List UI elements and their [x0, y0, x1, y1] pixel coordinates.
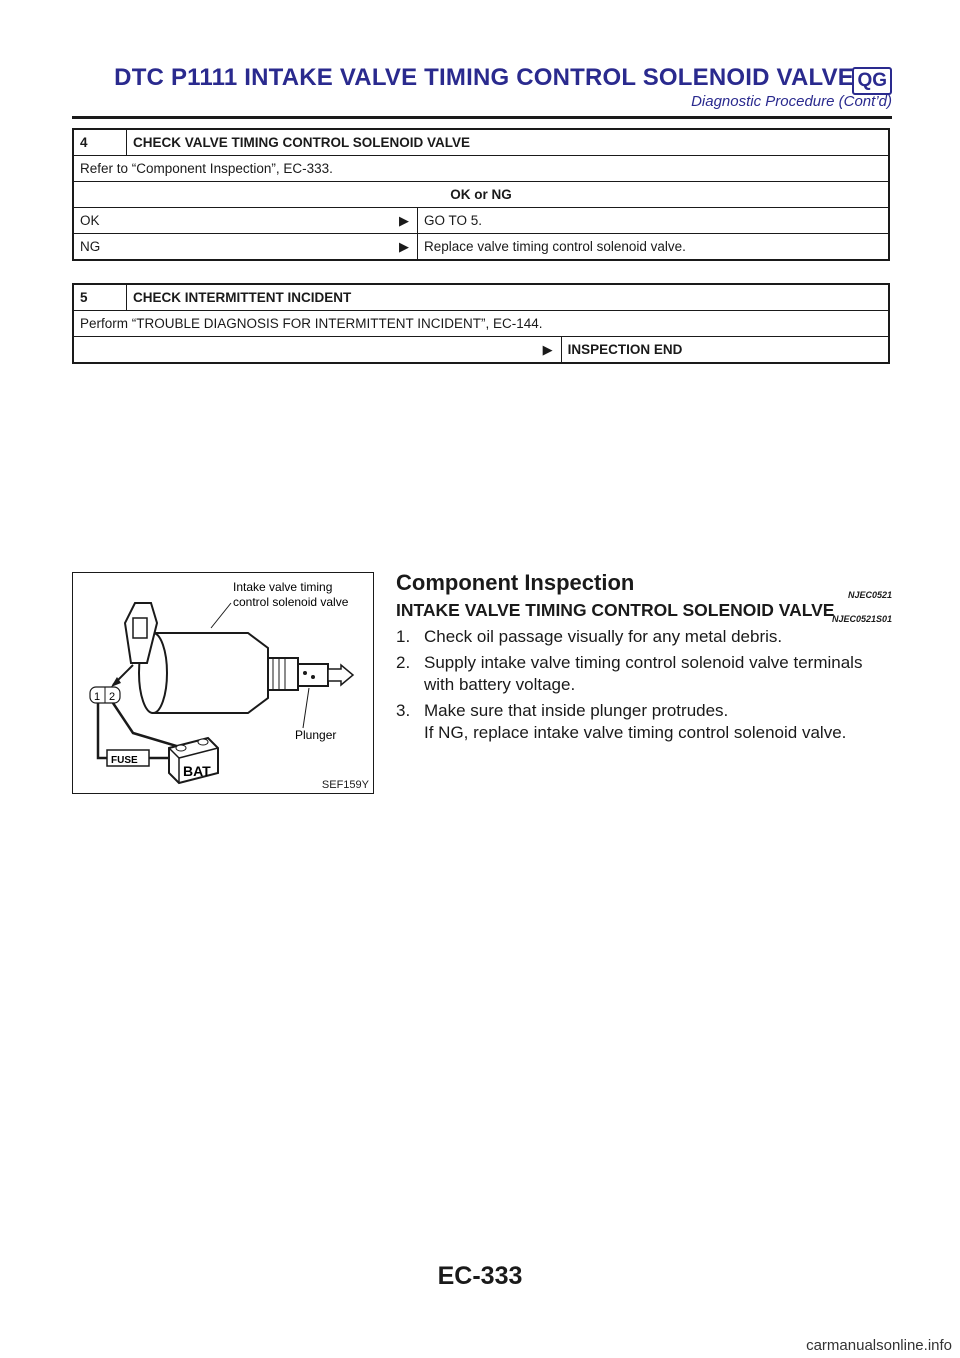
- step-4-table: [72, 128, 890, 261]
- solenoid-valve-diagram: [73, 573, 373, 793]
- terminal-2: 2: [109, 691, 116, 703]
- page-number: EC-333: [437, 1262, 523, 1290]
- leader-plunger: [303, 688, 309, 728]
- result-row-ok: [73, 208, 889, 234]
- step-note: If NG, replace intake valve timing control solenoid valve.: [424, 723, 847, 742]
- solenoid-valve-figure: [72, 572, 374, 794]
- watermark: carmanualsonline.info: [806, 1337, 952, 1354]
- step-text: Supply intake valve timing control solenoid valve terminals with battery voltage.: [424, 653, 863, 694]
- component-inspection-section: [396, 570, 892, 748]
- step-number: 1.: [396, 627, 411, 646]
- label-plunger: Plunger: [295, 728, 337, 742]
- result-ng-text: Replace valve timing control solenoid valve.: [418, 234, 889, 261]
- step-5-body: Perform “TROUBLE DIAGNOSIS FOR INTERMITTENT INCIDENT”, EC-144.: [73, 311, 889, 337]
- label-valve-line2: control solenoid valve: [233, 595, 349, 609]
- page-title: DTC P1111 INTAKE VALVE TIMING CONTROL SOLENOID VALVE: [114, 64, 854, 91]
- step-text: Check oil passage visually for any metal debris.: [424, 627, 783, 646]
- section-subtitle-text: INTAKE VALVE TIMING CONTROL SOLENOID VALVE: [396, 600, 835, 620]
- result-ng-label-cell: [73, 234, 418, 261]
- step-number: 3.: [396, 701, 411, 720]
- result-end-label-cell: [73, 337, 561, 364]
- label-fuse: FUSE: [111, 755, 138, 766]
- step-number: 2.: [396, 653, 411, 672]
- section-title: [396, 570, 892, 598]
- page-subtitle: Diagnostic Procedure (Cont’d): [691, 93, 892, 110]
- step-5-number: 5: [73, 284, 127, 311]
- step-5-table: [72, 283, 890, 364]
- step-text: Make sure that inside plunger protrudes.: [424, 701, 729, 720]
- page-header: [72, 64, 892, 120]
- result-ok-text: GO TO 5.: [418, 208, 889, 234]
- terminal-1: 1: [94, 691, 101, 703]
- inspection-step: [396, 626, 892, 648]
- leader-valve: [211, 603, 231, 628]
- section-subtitle: [396, 600, 892, 624]
- wire-negative: [98, 703, 107, 758]
- section-title-code: NJEC0521: [847, 590, 892, 600]
- result-end-text: INSPECTION END: [561, 337, 889, 364]
- step-4-title: CHECK VALVE TIMING CONTROL SOLENOID VALVE: [127, 129, 890, 156]
- step-4-okng: OK or NG: [73, 182, 889, 208]
- result-row-ng: [73, 234, 889, 261]
- step-4-number: 4: [73, 129, 127, 156]
- engine-badge: QG: [852, 67, 892, 95]
- arrow-right-icon: ▶: [399, 213, 410, 228]
- header-rule: [72, 116, 892, 119]
- section-title-text: Component Inspection: [396, 570, 635, 595]
- inspection-step: [396, 700, 892, 744]
- result-ok-label-cell: [73, 208, 418, 234]
- result-row-end: [73, 337, 889, 364]
- arrow-right-icon: ▶: [542, 342, 553, 357]
- section-subtitle-code: NJEC0521S01: [831, 614, 892, 624]
- arrow-right-icon: ▶: [399, 239, 410, 254]
- figure-code: SEF159Y: [321, 779, 369, 791]
- result-ng-label: NG: [80, 239, 101, 254]
- label-valve-line1: Intake valve timing: [233, 580, 333, 594]
- solenoid-body: [139, 633, 353, 713]
- step-5-title: CHECK INTERMITTENT INCIDENT: [127, 284, 890, 311]
- label-bat: BAT: [183, 763, 211, 779]
- inspection-step: [396, 652, 892, 696]
- step-4-body: Refer to “Component Inspection”, EC-333.: [73, 156, 889, 182]
- result-ok-label: OK: [80, 213, 100, 228]
- inspection-steps: [396, 626, 892, 744]
